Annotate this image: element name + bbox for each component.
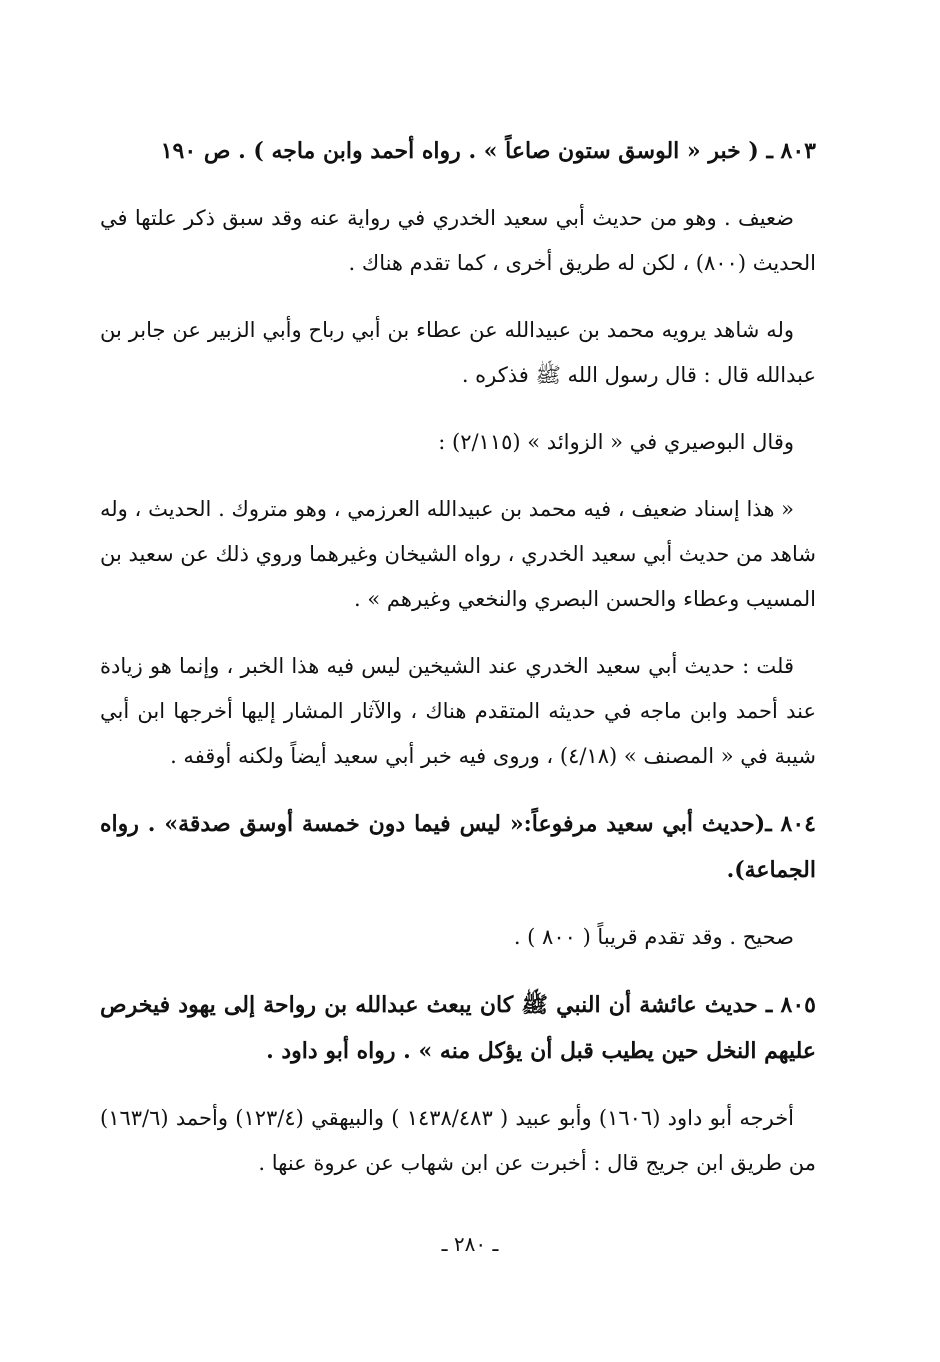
hadith-805-heading: ٨٠٥ ـ حديث عائشة أن النبي ﷺ كان يبعث عبدالله بن رواحة إلى يهود فيخرص عليهم النخل حين يطيب قبل أن يؤكل منه » . رواه أبو داود . — [100, 992, 816, 1064]
hadith-804-heading: ٨٠٤ ـ(حديث أبي سعيد مرفوعاً:« ليس فيما دون خمسة أوسق صدقة» . رواه الجماعة). — [100, 811, 816, 883]
hadith-805-takhrij: أخرجه أبو داود (١٦٠٦) وأبو عبيد ( ١٤٣٨/٤٨٣ ) والبيهقي (١٢٣/٤) وأحمد (١٦٣/٦) من طريق ابن جريج قال : أخبرت عن ابن شهاب عن عروة عنها . — [100, 1106, 816, 1175]
hadith-803-grade: ضعيف . وهو من حديث أبي سعيد الخدري في رواية عنه وقد سبق ذكر علتها في الحديث (٨٠٠) ، لكن له طريق أخرى ، كما تقدم هناك . — [100, 206, 816, 275]
hadith-803-witness: وله شاهد يرويه محمد بن عبيدالله عن عطاء بن أبي رباح وأبي الزبير عن جابر بن عبدالله قال : قال رسول الله ﷺ فذكره . — [100, 318, 816, 387]
hadith-803-note: قلت : حديث أبي سعيد الخدري عند الشيخين ليس فيه هذا الخبر ، وإنما هو زيادة عند أحمد وابن ماجه في حديثه المتقدم هناك ، والآثار المشار إليها أخرجها ابن أبي شيبة في « المصنف » (٤/١٨) ، وروى فيه خبر أبي سعيد أيضاً ولكنه أوقفه . — [100, 654, 816, 768]
hadith-803-busiri-intro: وقال البوصيري في « الزوائد » (٢/١١٥) : — [438, 430, 794, 454]
hadith-804-grade: صحيح . وقد تقدم قريباً ( ٨٠٠ ) . — [513, 925, 794, 949]
hadith-803-heading: ٨٠٣ ـ ( خبر « الوسق ستون صاعاً » . رواه أحمد وابن ماجه ) . ص ١٩٠ — [160, 138, 816, 164]
page-body — [100, 128, 816, 1208]
hadith-803-quote: « هذا إسناد ضعيف ، فيه محمد بن عبيدالله العرزمي ، وهو متروك . الحديث ، وله شاهد من حديث أبي سعيد الخدري ، رواه الشيخان وغيرهما وروي ذلك عن سعيد بن المسيب وعطاء والحسن البصري والنخعي وغيرهم » . — [100, 497, 816, 611]
page-number: ـ ٢٨٠ ـ — [441, 1232, 499, 1256]
